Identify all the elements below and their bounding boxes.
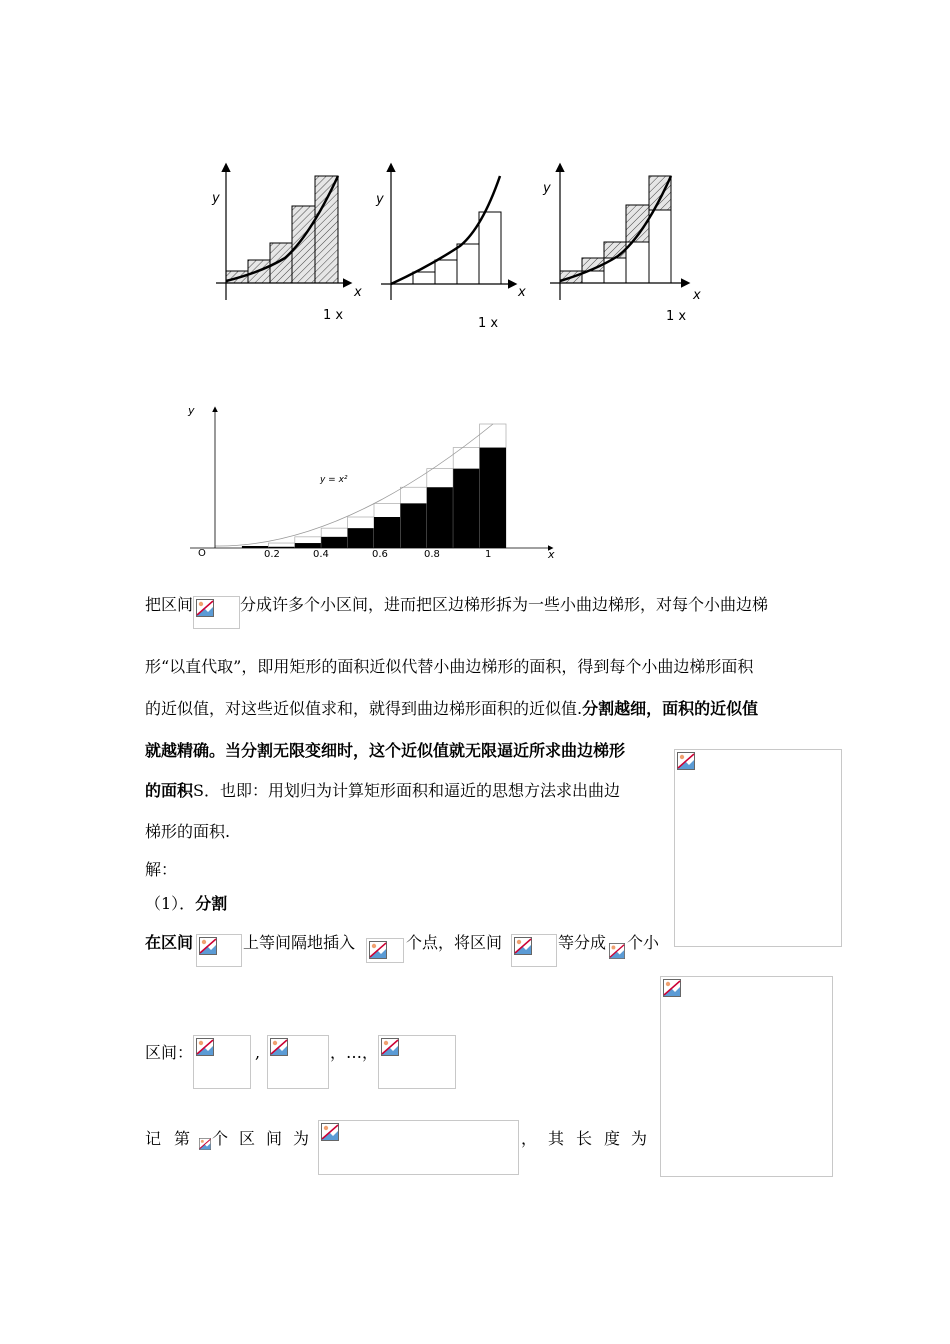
lower-rect-2 <box>295 543 321 548</box>
p11-char-2: 个 <box>212 1129 229 1148</box>
lower-rect-4 <box>348 528 374 548</box>
p9-text-a: 在区间 <box>145 933 194 952</box>
figure-1-upper-sum <box>211 165 362 323</box>
p10-ellipsis <box>330 1042 378 1064</box>
curve-label: y = x² <box>320 475 348 485</box>
p11-char-8: 长 <box>576 1129 593 1148</box>
bottom-figure-bars <box>242 424 506 548</box>
p1-text-a: 把区间 <box>145 595 194 614</box>
broken-image-n <box>609 943 627 961</box>
broken-image-icon <box>321 1123 339 1141</box>
broken-image-icon <box>369 941 387 959</box>
lower-rect-5 <box>374 517 400 548</box>
broken-image-interval-3 <box>511 934 557 967</box>
p9-text-d: 等分成 <box>558 933 607 952</box>
fig2-bottom-label: 1 x <box>478 316 499 331</box>
broken-image-icon <box>199 937 217 955</box>
p5-text-b: S．也即：用划归为计算矩形面积和逼近的思想方法求出曲边 <box>193 781 620 800</box>
p1-text-b: 分成许多个小区间，进而把区边梯形拆为一些小曲边梯形，对每个小曲边梯 <box>240 595 769 614</box>
broken-image-interval <box>193 596 240 629</box>
p11-char-7: 其 <box>548 1129 565 1148</box>
broken-image-subinterval-1 <box>193 1035 251 1089</box>
broken-image-icon <box>199 1138 211 1150</box>
bottom-figure <box>180 398 570 568</box>
lower-rect-6 <box>400 503 426 548</box>
bottom-origin: O <box>198 548 206 559</box>
paragraph-line-2: 形“以直代取”，即用矩形的面积近似代替小曲边梯形的面积，得到每个小曲边梯形面积 <box>145 657 754 676</box>
bottom-y-label: y <box>188 404 195 417</box>
figure-2-lower-sum <box>375 165 526 331</box>
p11-char-0: 记 <box>145 1129 162 1148</box>
bottom-x-label: x <box>548 548 555 561</box>
broken-image-icon <box>677 752 695 770</box>
p11-char-3: 区 <box>239 1129 256 1148</box>
paragraph-line-8 <box>145 893 227 915</box>
p3-text-bold: 分割越细，面积的近似值 <box>582 699 759 718</box>
tick-label-0: 0.2 <box>264 549 280 560</box>
p11-char-6: ， <box>521 1129 538 1148</box>
fig1-y-label: y <box>212 191 220 206</box>
broken-image-i <box>199 1138 211 1158</box>
broken-image-figure-right-2 <box>660 976 833 1177</box>
paragraph-line-4: 就越精确。当分割无限变细时，这个近似值就无限逼近所求曲边梯形 <box>145 741 626 760</box>
p8-text-bold: 分割 <box>195 894 228 913</box>
fig3-y-label: y <box>543 181 551 196</box>
figure-row <box>0 0 950 360</box>
p10-sep-2: ， <box>330 1043 347 1062</box>
paragraph-line-10: 区间： <box>145 1043 194 1062</box>
broken-image-subinterval-2 <box>267 1035 329 1089</box>
broken-image-icon <box>270 1038 288 1056</box>
paragraph-line-5 <box>145 780 620 802</box>
fig3-x-label: x <box>693 288 701 303</box>
p10-sep-1: , <box>255 1043 261 1062</box>
fig1-bottom-label: 1 x <box>323 308 344 323</box>
fig3-bottom-label: 1 x <box>666 309 687 324</box>
broken-image-icon <box>514 937 532 955</box>
p11-char-9: 度 <box>604 1129 621 1148</box>
lower-rect-7 <box>427 487 453 548</box>
p9-text-b: 上等间隔地插入 <box>243 933 356 952</box>
broken-image-n-minus-1 <box>366 938 404 963</box>
p11-char-1: 第 <box>174 1129 191 1148</box>
p5-text-bold: 的面积 <box>145 781 194 800</box>
p11-char-4: 间 <box>266 1129 283 1148</box>
broken-image-icon <box>609 943 625 959</box>
paragraph-line-7: 解： <box>145 860 178 879</box>
lower-rect-9 <box>480 448 506 548</box>
p8-text-a: （1）． <box>145 894 196 913</box>
broken-image-icon <box>663 979 681 997</box>
broken-image-interval-2 <box>196 934 242 967</box>
broken-image-subinterval-n <box>378 1035 456 1089</box>
tick-label-4: 1 <box>485 549 492 560</box>
p11-char-10: 为 <box>631 1129 648 1148</box>
p9-text-c: 个点，将区间 <box>406 933 503 952</box>
p11-char-5: 为 <box>293 1129 310 1148</box>
fig2-y-label: y <box>376 192 384 207</box>
p10-ellipsis-text: …， <box>346 1043 379 1062</box>
broken-image-icon <box>196 1038 214 1056</box>
p9-text-e: 个小 <box>627 933 660 952</box>
figure-3-combined <box>542 165 701 324</box>
tick-label-3: 0.8 <box>424 549 440 560</box>
lower-rect-8 <box>453 469 479 548</box>
broken-image-figure-right-1 <box>674 749 842 947</box>
tick-label-1: 0.4 <box>313 549 329 560</box>
lower-rect-3 <box>321 537 347 548</box>
paragraph-line-6: 梯形的面积. <box>145 822 231 841</box>
paragraph-line-3 <box>145 698 758 720</box>
broken-image-ith-interval <box>318 1120 519 1175</box>
fig1-x-label: x <box>354 285 362 300</box>
tick-label-2: 0.6 <box>372 549 388 560</box>
fig2-x-label: x <box>518 285 526 300</box>
broken-image-icon <box>381 1038 399 1056</box>
p3-text-a: 的近似值，对这些近似值求和，就得到曲边梯形面积的近似值. <box>145 699 583 718</box>
broken-image-icon <box>196 599 214 617</box>
